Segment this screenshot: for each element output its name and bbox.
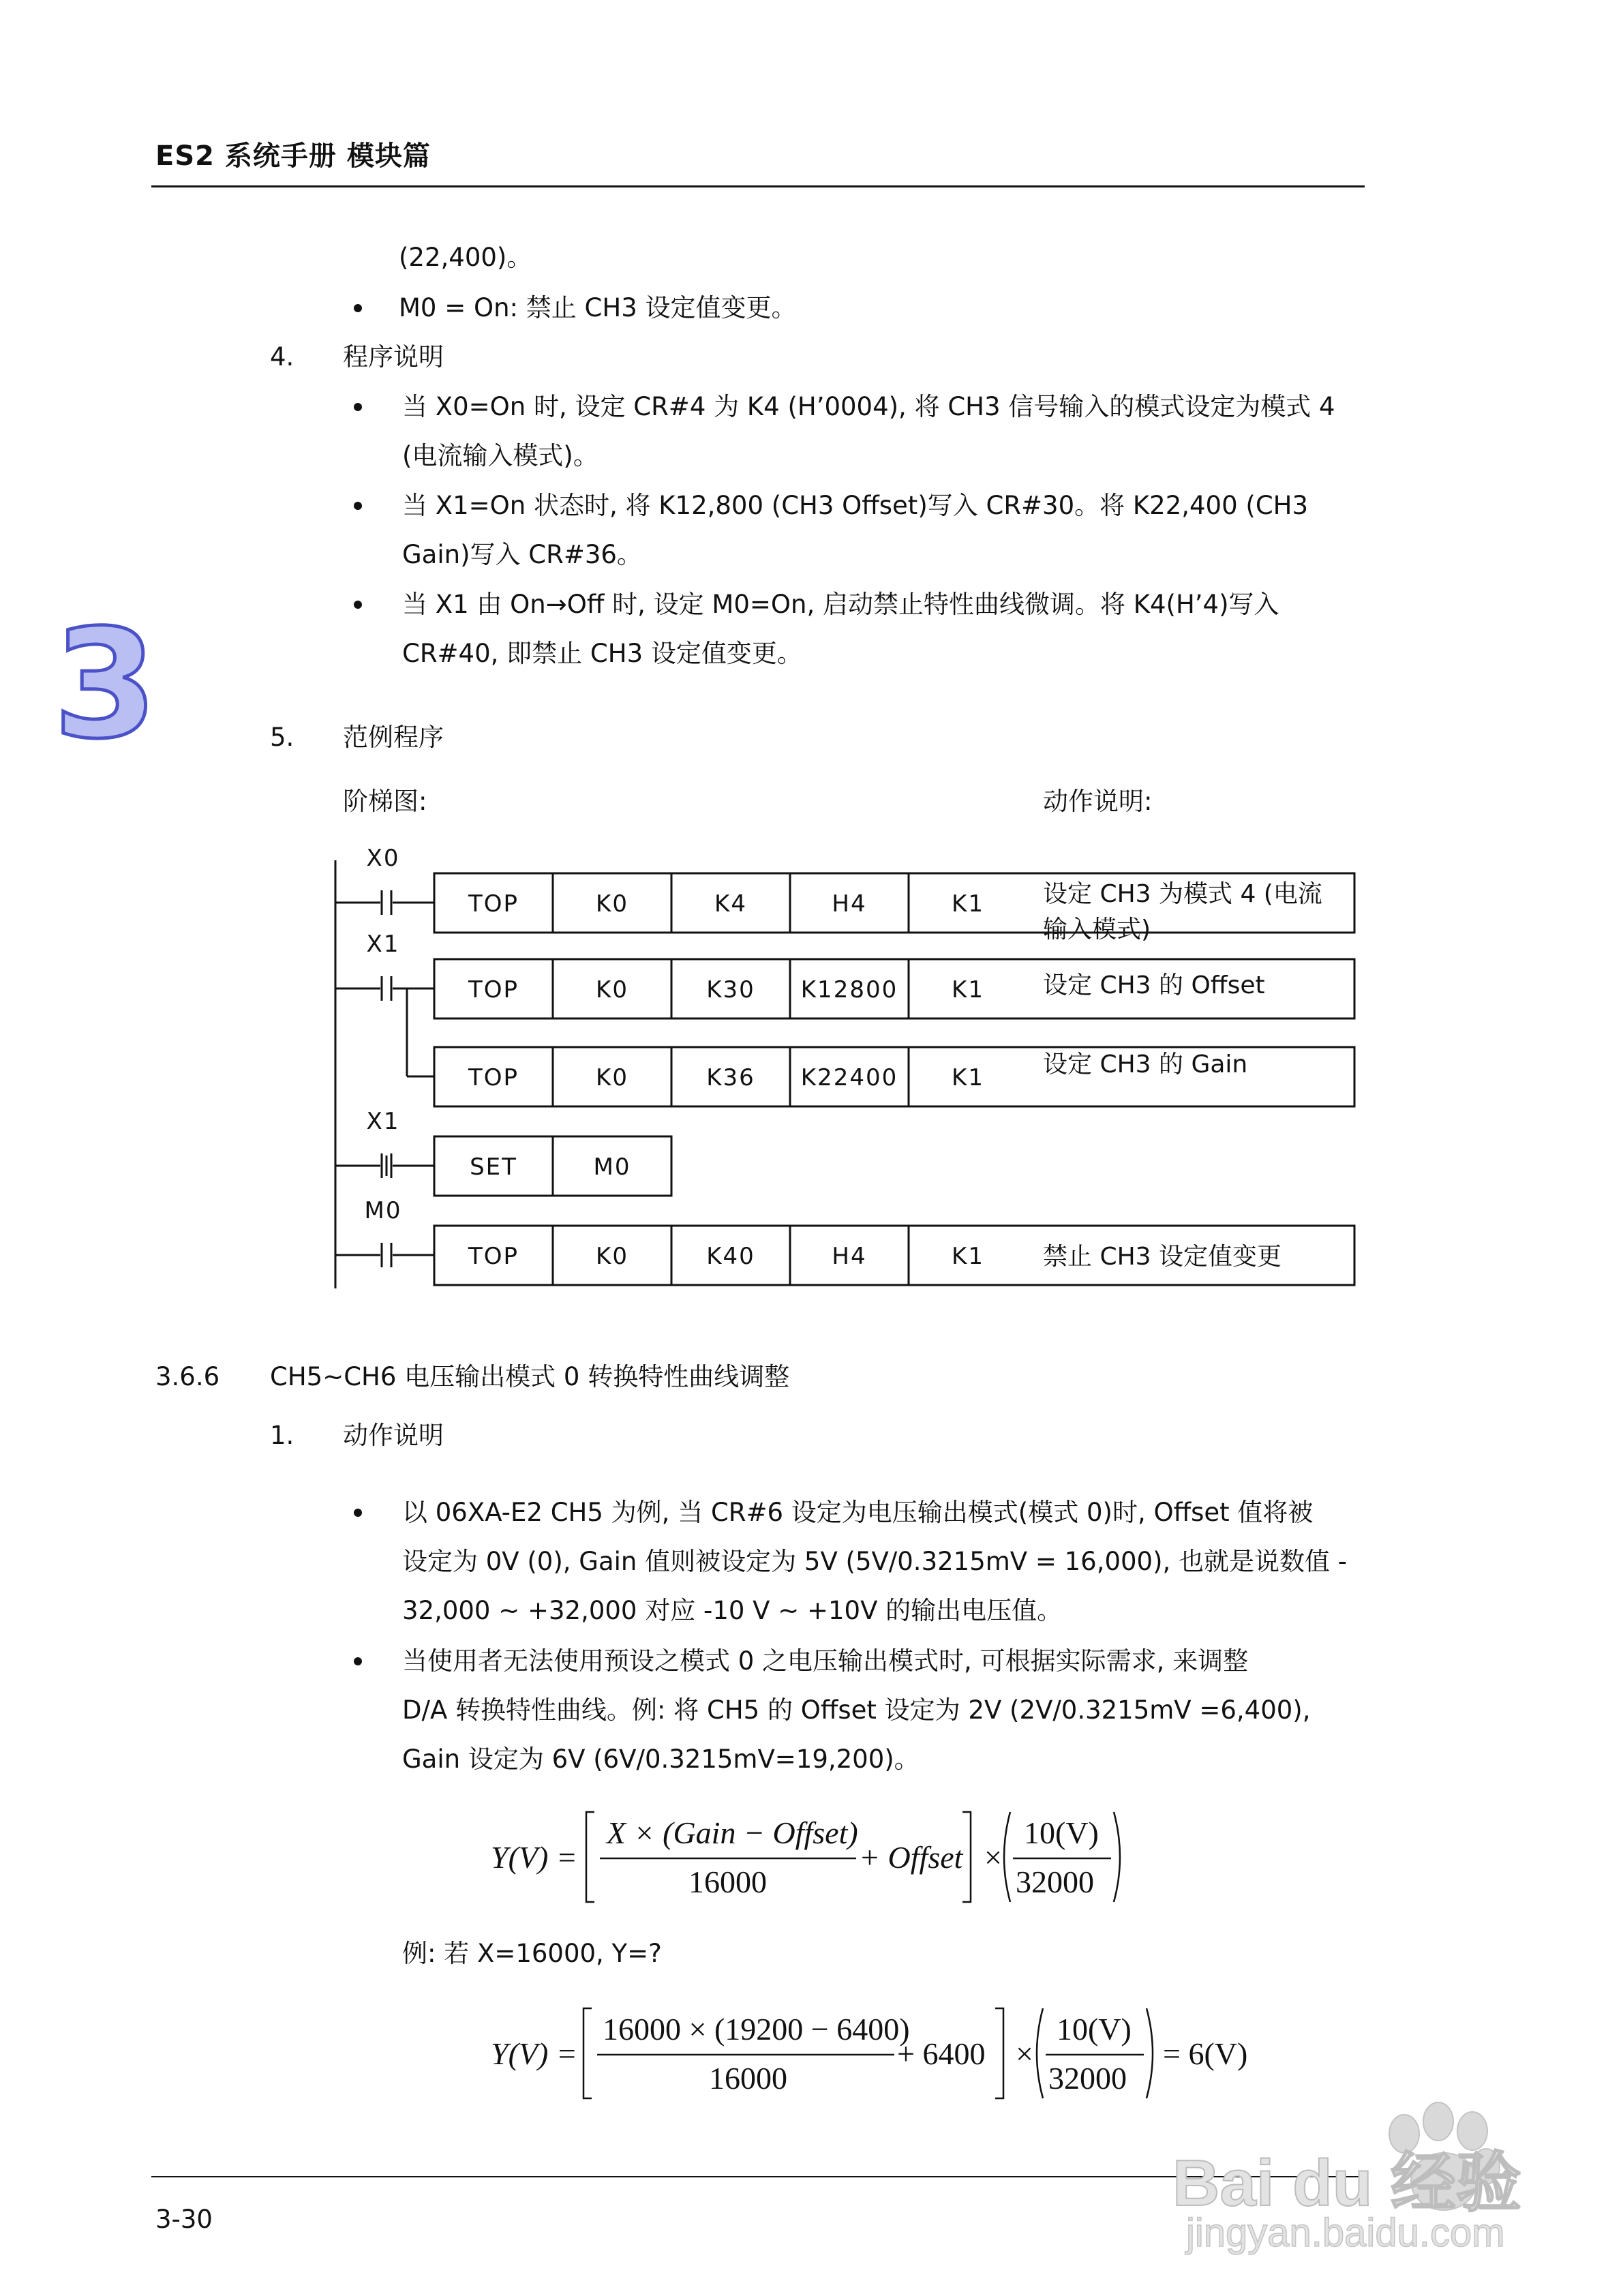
f2-left-paren [1037,2008,1043,2098]
formula-1 [477,1800,1159,1916]
ladder-cell: K12800 [800,976,898,1003]
contact-label-x1: X1 [366,931,400,958]
contact-label-x0: X0 [366,845,400,872]
ladder-cell: K1 [952,976,984,1003]
ladder-cell: K0 [596,890,628,918]
watermark-url: jingyan.baidu.com [1186,2211,1505,2255]
chapter-number: 3 [53,597,158,772]
ladder-desc-row3: 设定 CH3 的 Gain [1043,1051,1248,1078]
ladder-cell: SET [470,1153,517,1181]
f2-times: × [1016,2036,1033,2071]
ladder-cell: K0 [596,1243,628,1270]
s4-bullet2-line2: Gain)写入 CR#36。 [402,540,642,569]
bullet-icon [354,403,362,411]
ladder-cell: K36 [706,1064,755,1091]
f2-frac2-numerator: 10(V) [1057,2012,1132,2046]
f1-lhs: Y(V) = [491,1840,577,1875]
ladder-cell: K0 [596,1064,628,1091]
sub1-number: 1. [270,1421,294,1450]
s366-bullet1-line1: 以 06XA-E2 CH5 为例, 当 CR#6 设定为电压输出模式(模式 0)时, Offset 值将被 [402,1498,1314,1527]
ladder-cell: K4 [714,890,747,918]
ladder-desc-row1-line1: 设定 CH3 为模式 4 (电流 [1043,880,1322,908]
ladder-cell: TOP [468,890,519,918]
s4-bullet3-line2: CR#40, 即禁止 CH3 设定值变更。 [402,639,802,668]
section4-number: 4. [270,342,294,372]
f2-right-paren [1147,2008,1153,2098]
ladder-cell: K40 [706,1243,755,1270]
page-number: 3-30 [155,2205,213,2234]
ladder-label: 阶梯图: [343,787,427,816]
section366-title: CH5~CH6 电压输出模式 0 转换特性曲线调整 [270,1362,790,1391]
sub1-title: 动作说明 [343,1421,444,1450]
header-rule [151,185,1365,187]
s366-bullet1-line2: 设定为 0V (0), Gain 值则被设定为 5V (5V/0.3215mV = 16,000), 也就是说数值 - [402,1547,1348,1576]
f1-numerator: X × (Gain − Offset) [607,1815,858,1850]
s4-bullet3-line1: 当 X1 由 On→Off 时, 设定 M0=On, 启动禁止特性曲线微调。将 K4(H’4)写入 [402,590,1279,619]
section366-number: 3.6.6 [155,1362,220,1391]
ladder-desc-row5: 禁止 CH3 设定值变更 [1043,1243,1281,1271]
section5-number: 5. [270,723,294,752]
action-label: 动作说明: [1043,787,1153,816]
ladder-cell: TOP [468,976,519,1003]
f1-left-paren [1004,1812,1010,1902]
contact-label-m0: M0 [364,1197,402,1224]
ladder-desc-row2: 设定 CH3 的 Offset [1043,971,1265,999]
s366-bullet1-line3: 32,000 ~ +32,000 对应 -10 V ~ +10V 的输出电压值。 [402,1596,1063,1625]
f2-numerator: 16000 × (19200 − 6400) [603,2012,910,2046]
f2-right-bracket [995,2008,1003,2098]
watermark [1159,2086,1595,2256]
ladder-cell: K0 [596,976,628,1003]
f2-denominator: 16000 [709,2061,787,2096]
contact-label-x1-edge: X1 [366,1108,400,1135]
ladder-cell: H4 [832,1243,867,1270]
bullet-icon [354,1509,362,1517]
f1-left-bracket [586,1812,594,1902]
s366-bullet2-line2: D/A 转换特性曲线。例: 将 CH5 的 Offset 设定为 2V (2V/0.3215mV =6,400), [402,1695,1311,1725]
f1-frac2-denominator: 32000 [1016,1864,1094,1899]
f1-denominator: 16000 [688,1864,767,1899]
ladder-cell: TOP [468,1243,519,1270]
ladder-cell: K30 [706,976,755,1003]
bullet-icon [354,304,362,312]
s366-bullet2-line1: 当使用者无法使用预设之模式 0 之电压输出模式时, 可根据实际需求, 来调整 [402,1646,1249,1676]
header-title: ES2 系统手册 模块篇 [155,140,431,172]
f1-plus-term: + Offset [859,1840,963,1875]
bullet-icon [354,502,362,510]
f2-plus-term: + 6400 [897,2036,986,2071]
ladder-cell: M0 [593,1153,631,1181]
bullet-icon [354,601,362,609]
section4-title: 程序说明 [343,342,444,372]
ladder-cell: K1 [952,1243,984,1270]
ladder-cell: K22400 [800,1064,898,1091]
section5-title: 范例程序 [343,723,444,752]
ladder-cell: K1 [952,890,984,918]
f2-lhs: Y(V) = [491,2036,577,2071]
ladder-cell: H4 [832,890,867,918]
bullet-icon [354,1657,362,1665]
ladder-cell: K1 [952,1064,984,1091]
ladder-desc-row1-line2: 输入模式) [1043,916,1151,943]
continuation-line: (22,400)。 [399,243,532,272]
f1-times: × [984,1840,1002,1875]
f2-frac2-denominator: 32000 [1048,2061,1127,2096]
s366-bullet2-line3: Gain 设定为 6V (6V/0.3215mV=19,200)。 [402,1744,920,1774]
ladder-cell: TOP [468,1064,519,1091]
s4-bullet1-line2: (电流输入模式)。 [402,441,598,470]
bullet-m0-text: M0 = On: 禁止 CH3 设定值变更。 [399,293,797,322]
example-line: 例: 若 X=16000, Y=? [402,1939,662,1968]
s4-bullet1-line1: 当 X0=On 时, 设定 CR#4 为 K4 (H’0004), 将 CH3 信号输入的模式设定为模式 4 [402,392,1335,421]
f1-frac2-numerator: 10(V) [1024,1815,1099,1850]
f1-right-paren [1114,1812,1120,1902]
s4-bullet2-line1: 当 X1=On 状态时, 将 K12,800 (CH3 Offset)写入 CR#30。将 K22,400 (CH3 [402,491,1309,520]
f2-result: = 6(V) [1163,2036,1248,2071]
f1-right-bracket [962,1812,971,1902]
f2-left-bracket [583,2008,592,2098]
watermark-logo: Bai du 经验 [1172,2147,1522,2220]
chapter-mark [48,597,158,772]
